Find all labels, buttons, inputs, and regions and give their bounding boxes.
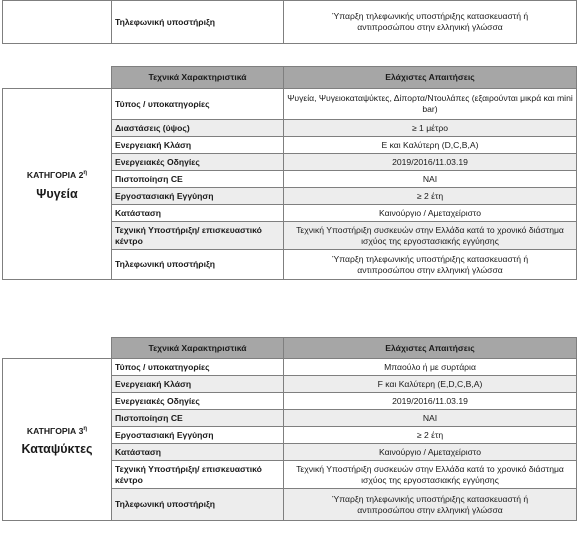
table-row [3,1,577,44]
top-spec-table [2,0,577,44]
category-label-sup: η [83,170,88,177]
value-cell: Καινούργιο / Αμεταχείριστο [284,444,577,461]
value-cell: 2019/2016/11.03.19 [284,154,577,171]
header-spacer [3,67,112,89]
category-cell [3,359,112,521]
feature-cell: Πιστοποίηση CE [112,171,284,188]
table-row [3,89,577,120]
category-label-text: ΚΑΤΗΓΟΡΙΑ 2 [26,169,84,180]
feature-cell: Ενεργειακή Κλάση [112,137,284,154]
feature-cell: Διαστάσεις (ύψος) [112,120,284,137]
value-cell: Ύπαρξη τηλεφωνικής υποστήριξης κατασκευαστή ή αντιπροσώπου στην ελληνική γλώσσα [284,1,577,44]
value-cell: Ύπαρξη τηλεφωνικής υποστήριξης κατασκευαστή ή αντιπροσώπου στην ελληνική γλώσσα [284,489,577,521]
value-cell: Μπαούλο ή με συρτάρια [284,359,577,376]
category-label-sup: η [83,425,88,432]
value-cell: 2019/2016/11.03.19 [284,393,577,410]
feature-cell: Ενεργειακές Οδηγίες [112,154,284,171]
header-value: Ελάχιστες Απαιτήσεις [284,338,577,359]
feature-cell: Τύπος / υποκατηγορίες [112,359,284,376]
feature-cell: Τηλεφωνική υποστήριξη [112,250,284,280]
header-feature: Τεχνικά Χαρακτηριστικά [112,338,284,359]
feature-cell: Πιστοποίηση CE [112,410,284,427]
fridges-spec-table [2,66,577,280]
value-cell: Ύπαρξη τηλεφωνικής υποστήριξης κατασκευαστή ή αντιπροσώπου στην ελληνική γλώσσα [284,250,577,280]
value-cell: Καινούργιο / Αμεταχείριστο [284,205,577,222]
feature-cell: Ενεργειακή Κλάση [112,376,284,393]
category-label-text: ΚΑΤΗΓΟΡΙΑ 3 [26,425,84,436]
feature-cell: Κατάσταση [112,205,284,222]
header-value: Ελάχιστες Απαιτήσεις [284,67,577,89]
feature-cell: Εργοστασιακή Εγγύηση [112,427,284,444]
category-label [6,424,108,437]
value-cell: Τεχνική Υποστήριξη συσκευών στην Ελλάδα κατά το χρονικό διάστημα ισχύος της εργοστασιακής εγγύησης [284,222,577,250]
value-cell: E και Καλύτερη (D,C,B,A) [284,137,577,154]
value-cell: Ψυγεία, Ψυγειοκαταψύκτες, Δίπορτα/Ντουλάπες (εξαιρούνται μικρά και mini bar) [284,89,577,120]
value-cell: ΝΑΙ [284,171,577,188]
value-cell: Τεχνική Υποστήριξη συσκευών στην Ελλάδα κατά το χρονικό διάστημα ισχύος της εργοστασιακής εγγύησης [284,461,577,489]
category-cell-empty [3,1,112,44]
category-label [6,168,108,181]
feature-cell: Ενεργειακές Οδηγίες [112,393,284,410]
header-spacer [3,338,112,359]
value-cell: ΝΑΙ [284,410,577,427]
value-cell: ≥ 1 μέτρο [284,120,577,137]
value-cell: ≥ 2 έτη [284,188,577,205]
feature-cell: Εργοστασιακή Εγγύηση [112,188,284,205]
category-name: Ψυγεία [36,186,78,201]
category-name: Καταψύκτες [21,442,93,457]
feature-cell: Τεχνική Υποστήριξη/ επισκευαστικό κέντρο [112,461,284,489]
feature-cell: Τηλεφωνική υποστήριξη [112,1,284,44]
header-feature: Τεχνικά Χαρακτηριστικά [112,67,284,89]
table-row [3,359,577,376]
feature-cell: Τεχνική Υποστήριξη/ επισκευαστικό κέντρο [112,222,284,250]
value-cell: F και Καλύτερη (E,D,C,B,A) [284,376,577,393]
category-cell [3,89,112,280]
value-cell: ≥ 2 έτη [284,427,577,444]
table-header-row [3,67,577,89]
feature-cell: Τηλεφωνική υποστήριξη [112,489,284,521]
table-header-row [3,338,577,359]
feature-cell: Τύπος / υποκατηγορίες [112,89,284,120]
feature-cell: Κατάσταση [112,444,284,461]
freezers-spec-table [2,337,577,521]
